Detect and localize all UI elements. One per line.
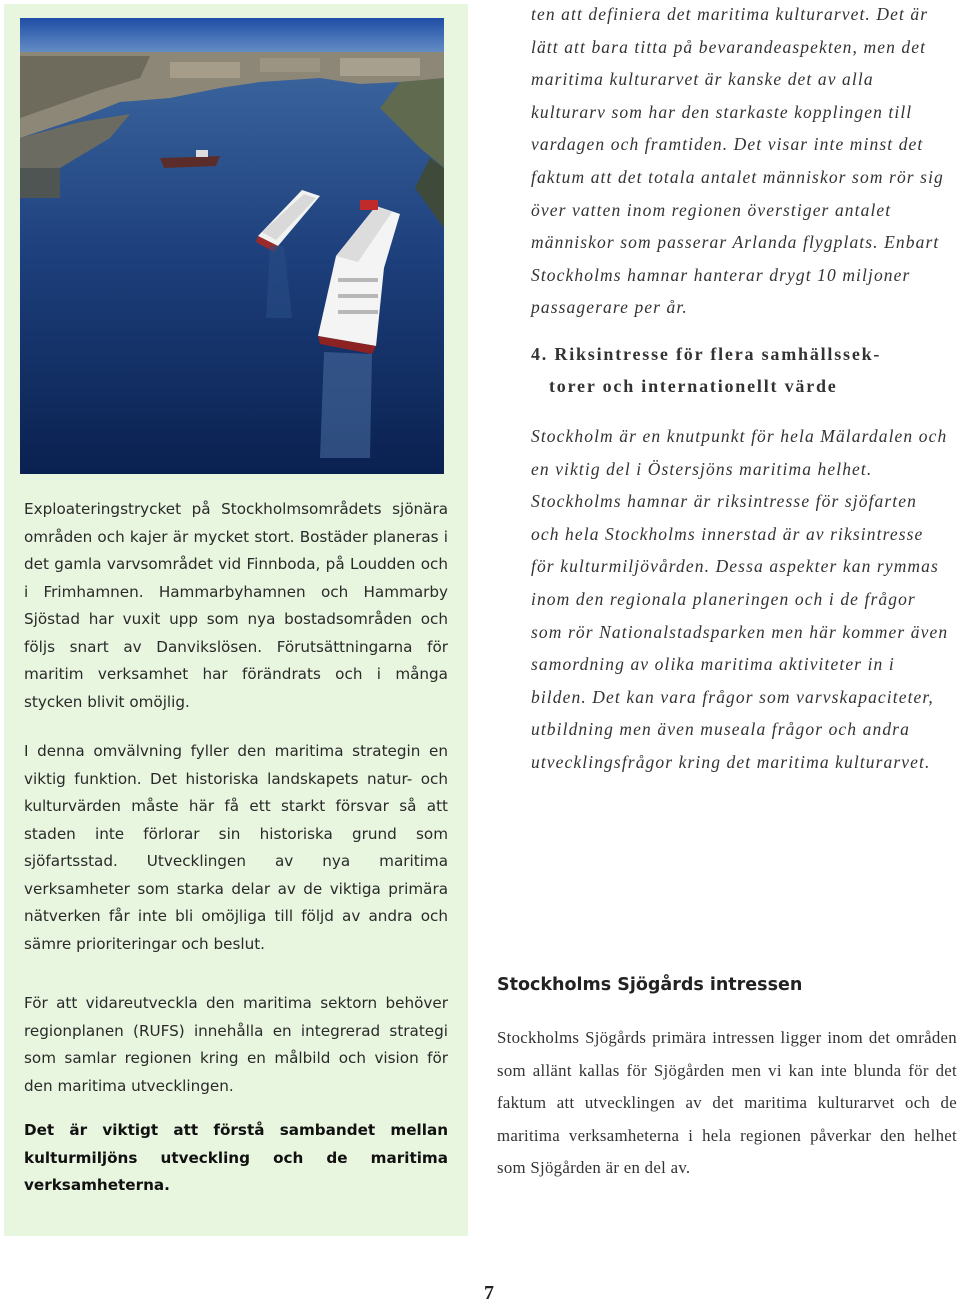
left-paragraph-bold: Det är viktigt att förstå sambandet mellan kulturmiljöns utveckling och de maritima verksamheterna. xyxy=(24,1121,448,1194)
section-heading-4 xyxy=(531,338,951,402)
section-heading-line-2: torer och internationellt värde xyxy=(549,376,838,396)
left-paragraph-1: Exploateringstrycket på Stockholmsområdets sjönära områden och kajer är mycket stort. Bostäder planeras i det gamla varvsområdet vid Finnboda, på Loudden och i Frimhamnen. Hammarbyhamnen och Hammarby Sjöstad har vuxit upp som nya bostadsområden och följs snart av Danvikslösen. Förutsättningarna för maritim verksamhet har förändrats och i många stycken blivit omöjlig. xyxy=(24,500,448,711)
sjogard-body: Stockholms Sjögårds primära intressen ligger inom det områden som allänt kallas för Sjögården men vi kan inte blunda för det faktum att utvecklingen av det maritima kulturarvet och de maritima verksamheterna i hela regionen påverkar den helhet som Sjögården är en del av. xyxy=(497,1028,957,1177)
left-paragraph-3: För att vidareutveckla den maritima sektorn behöver regionplanen (RUFS) innehålla en integrerad strategi som samlar regionen kring en målbild och vision för den maritima utvecklingen. xyxy=(24,994,448,1095)
section-heading-line-1: 4. Riksintresse för flera samhällssek- xyxy=(531,344,882,364)
page-number: 7 xyxy=(484,1282,494,1304)
right-paragraph-body: Stockholm är en knutpunkt för hela Mälardalen och en viktig del i Östersjöns maritima helhet. Stockholms hamnar är riksintresse för sjöfarten och hela Stockholms innerstad är av riksintresse för kulturmiljövården. Dessa aspekter kan rymmas inom den regionala planeringen och i de frågor som rör Nationalstadsparken men här kommer även samordning av olika maritima aktiviteter in i bilden. Det kan vara frågor som varvskapaciteter, utbildning men även museala frågor och andra utvecklingsfrågor kring det maritima kulturarvet. xyxy=(531,426,949,772)
left-paragraph-2: I denna omvälvning fyller den maritima strategin en viktig funktion. Det historiska landskapets natur- och kulturvärden måste här få ett starkt försvar så att staden inte förlorar sin historiska grund som sjöfartsstad. Utvecklingen av nya maritima verksamheter som starka delar av de viktiga primära nätverken får inte bli omöjliga till följd av andra och sämre prioriteringar och beslut. xyxy=(24,742,448,953)
right-paragraph-top: ten att definiera det maritima kulturarvet. Det är lätt att bara titta på bevarandeaspekten, men det maritima kulturarvet är kanske det av alla kulturarv som har den starkaste kopplingen till vardagen och framtiden. Det visar inte minst det faktum att det totala antalet människor som rör sig över vatten inom regionen överstiger antalet människor som passerar Arlanda flygplats. Enbart Stockholms hamnar hanterar drygt 10 miljoner passagerare per år. xyxy=(531,4,944,318)
harbour-photo xyxy=(20,18,444,474)
sjogard-title: Stockholms Sjögårds intressen xyxy=(497,975,803,995)
